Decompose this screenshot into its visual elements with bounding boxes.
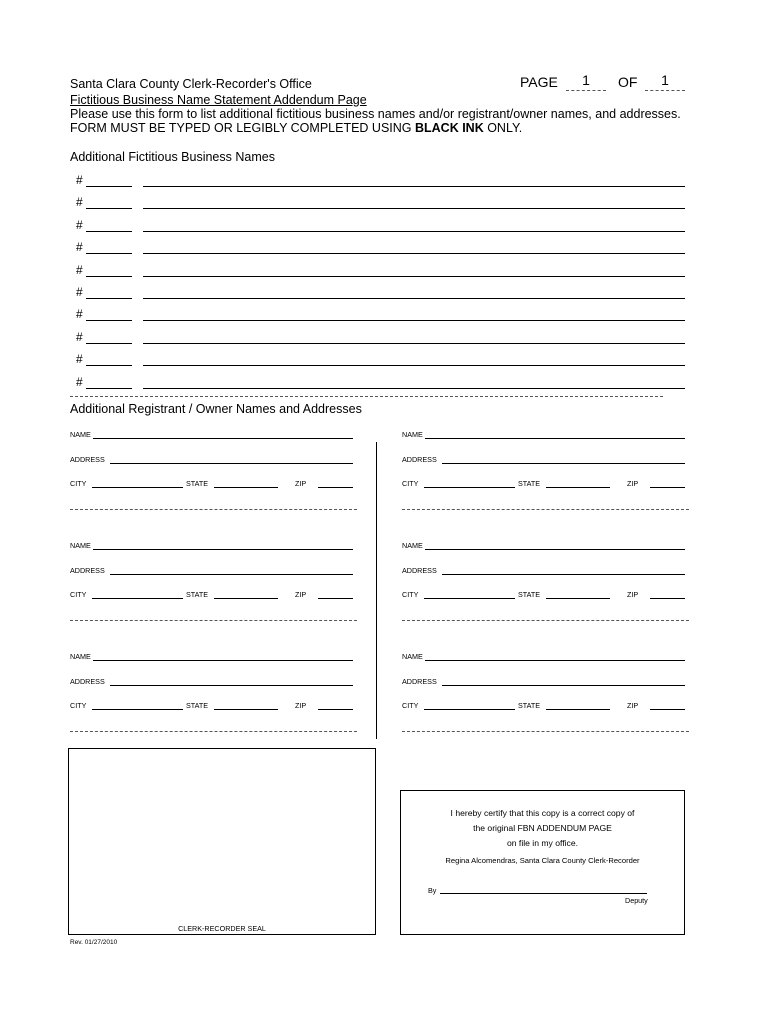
name-field[interactable] <box>425 438 685 439</box>
business-number-field[interactable] <box>86 365 132 366</box>
business-name-field[interactable] <box>143 276 685 277</box>
clerk-name: Regina Alcomendras, Santa Clara County Clerk-Recorder <box>445 856 640 865</box>
city-label: CITY <box>402 701 419 710</box>
block-separator <box>402 731 689 732</box>
name-label: NAME <box>70 430 91 439</box>
by-label: By <box>428 886 437 895</box>
hash-symbol: # <box>76 307 83 322</box>
address-label: ADDRESS <box>402 455 437 464</box>
business-name-field[interactable] <box>143 298 685 299</box>
business-number-field[interactable] <box>86 320 132 321</box>
zip-label: ZIP <box>627 701 639 710</box>
city-field[interactable] <box>92 487 183 488</box>
city-label: CITY <box>402 590 419 599</box>
business-number-field[interactable] <box>86 388 132 389</box>
business-number-field[interactable] <box>86 253 132 254</box>
business-number-field[interactable] <box>86 186 132 187</box>
instructions-line-2: FORM MUST BE TYPED OR LEGIBLY COMPLETED USING BLACK INK ONLY. <box>70 121 523 135</box>
business-names-heading: Additional Fictitious Business Names <box>70 150 275 164</box>
address-field[interactable] <box>442 685 685 686</box>
name-field[interactable] <box>425 549 685 550</box>
page-label: PAGE <box>520 74 558 90</box>
instructions-line-1: Please use this form to list additional fictitious business names and/or registrant/owner names, and addresses. <box>70 107 681 121</box>
name-field[interactable] <box>93 660 353 661</box>
city-field[interactable] <box>92 709 183 710</box>
registrants-heading: Additional Registrant / Owner Names and Addresses <box>70 402 362 416</box>
business-number-field[interactable] <box>86 276 132 277</box>
business-name-field[interactable] <box>143 186 685 187</box>
section-divider <box>70 396 663 397</box>
revision-date: Rev. 01/27/2010 <box>70 939 118 946</box>
block-separator <box>70 731 357 732</box>
state-field[interactable] <box>546 709 610 710</box>
address-label: ADDRESS <box>70 677 105 686</box>
total-pages-field[interactable]: 1 <box>661 72 669 88</box>
name-label: NAME <box>70 541 91 550</box>
office-name: Santa Clara County Clerk-Recorder's Office <box>70 77 312 91</box>
hash-symbol: # <box>76 195 83 210</box>
page-number-line <box>566 90 606 91</box>
zip-label: ZIP <box>295 590 307 599</box>
hash-symbol: # <box>76 217 83 232</box>
address-field[interactable] <box>110 574 353 575</box>
business-name-field[interactable] <box>143 253 685 254</box>
page-number-field[interactable]: 1 <box>582 72 590 88</box>
hash-symbol: # <box>76 285 83 299</box>
hash-symbol: # <box>76 173 83 187</box>
state-label: STATE <box>518 590 541 599</box>
zip-label: ZIP <box>295 701 307 710</box>
city-label: CITY <box>70 479 87 488</box>
block-separator <box>70 509 357 510</box>
address-field[interactable] <box>442 574 685 575</box>
cert-line-3: on file in my office. <box>506 838 578 848</box>
block-separator <box>402 509 689 510</box>
address-label: ADDRESS <box>70 566 105 575</box>
hash-symbol: # <box>76 262 83 277</box>
name-field[interactable] <box>93 438 353 439</box>
cert-line-2: the original FBN ADDENDUM PAGE <box>473 823 612 833</box>
business-name-field[interactable] <box>143 343 685 344</box>
business-name-field[interactable] <box>143 365 685 366</box>
seal-label: CLERK-RECORDER SEAL <box>178 924 266 933</box>
name-label: NAME <box>402 430 423 439</box>
city-field[interactable] <box>424 598 515 599</box>
city-label: CITY <box>402 479 419 488</box>
zip-label: ZIP <box>295 479 307 488</box>
state-field[interactable] <box>546 487 610 488</box>
address-field[interactable] <box>442 463 685 464</box>
block-separator <box>70 620 357 621</box>
business-number-field[interactable] <box>86 208 132 209</box>
address-label: ADDRESS <box>402 677 437 686</box>
business-name-field[interactable] <box>143 388 685 389</box>
state-label: STATE <box>518 479 541 488</box>
hash-symbol: # <box>76 240 83 255</box>
address-field[interactable] <box>110 685 353 686</box>
zip-field[interactable] <box>318 487 353 488</box>
clerk-recorder-seal-box <box>68 748 376 935</box>
state-label: STATE <box>186 479 209 488</box>
zip-label: ZIP <box>627 590 639 599</box>
business-number-field[interactable] <box>86 343 132 344</box>
cert-line-1: I hereby certify that this copy is a correct copy of <box>450 808 635 818</box>
column-divider <box>376 442 377 739</box>
state-field[interactable] <box>214 487 278 488</box>
form-subtitle: Fictitious Business Name Statement Addendum Page <box>70 93 367 107</box>
hash-symbol: # <box>76 329 83 344</box>
zip-field[interactable] <box>318 709 353 710</box>
address-label: ADDRESS <box>70 455 105 464</box>
state-label: STATE <box>186 590 209 599</box>
business-name-field[interactable] <box>143 231 685 232</box>
state-label: STATE <box>186 701 209 710</box>
name-field[interactable] <box>93 549 353 550</box>
address-field[interactable] <box>110 463 353 464</box>
business-name-field[interactable] <box>143 208 685 209</box>
hash-symbol: # <box>76 374 83 389</box>
deputy-signature-line[interactable] <box>440 893 647 894</box>
city-field[interactable] <box>424 487 515 488</box>
block-separator <box>402 620 689 621</box>
business-number-field[interactable] <box>86 231 132 232</box>
deputy-label: Deputy <box>625 896 648 905</box>
state-field[interactable] <box>546 598 610 599</box>
zip-field[interactable] <box>650 598 685 599</box>
of-label: OF <box>618 74 638 90</box>
city-label: CITY <box>70 701 87 710</box>
name-label: NAME <box>402 652 423 661</box>
name-label: NAME <box>70 652 91 661</box>
zip-field[interactable] <box>318 598 353 599</box>
city-field[interactable] <box>92 598 183 599</box>
state-label: STATE <box>518 701 541 710</box>
city-label: CITY <box>70 590 87 599</box>
state-field[interactable] <box>214 598 278 599</box>
business-name-field[interactable] <box>143 320 685 321</box>
state-field[interactable] <box>214 709 278 710</box>
address-label: ADDRESS <box>402 566 437 575</box>
name-label: NAME <box>402 541 423 550</box>
zip-field[interactable] <box>650 487 685 488</box>
hash-symbol: # <box>76 352 83 367</box>
business-number-field[interactable] <box>86 298 132 299</box>
total-pages-line <box>645 90 685 91</box>
zip-label: ZIP <box>627 479 639 488</box>
name-field[interactable] <box>425 660 685 661</box>
city-field[interactable] <box>424 709 515 710</box>
zip-field[interactable] <box>650 709 685 710</box>
